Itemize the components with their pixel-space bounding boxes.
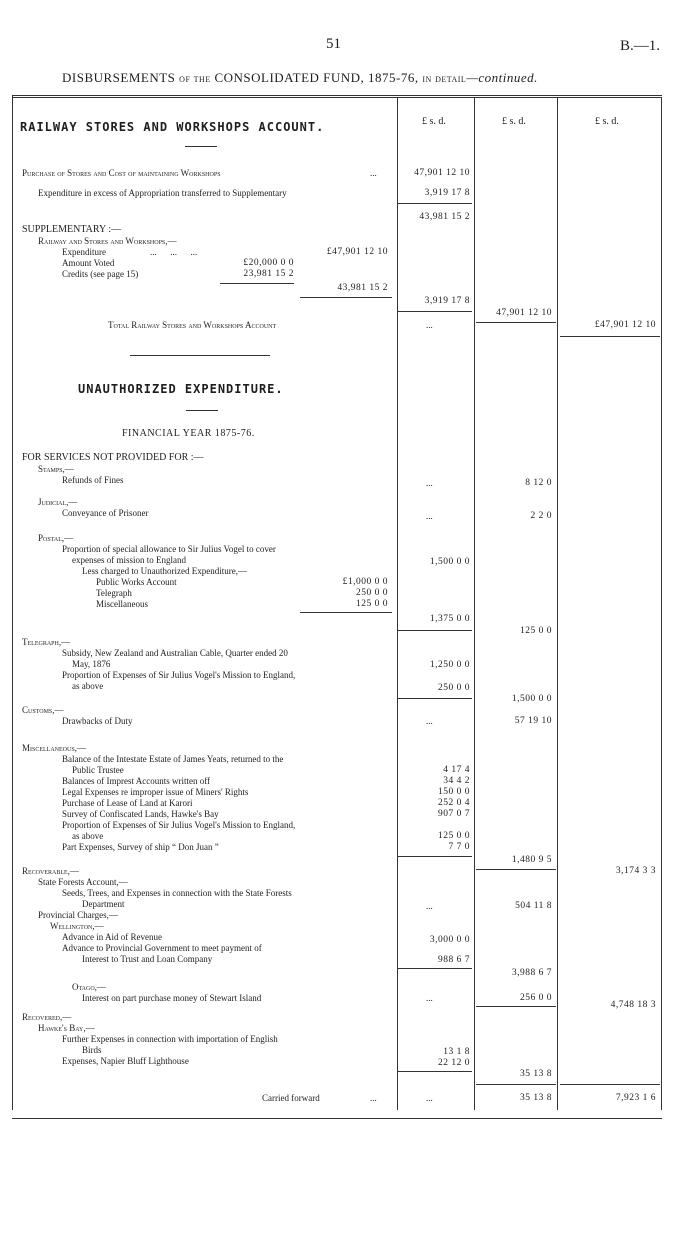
rule bbox=[398, 856, 472, 857]
excess-amount: 3,919 17 8 bbox=[424, 188, 470, 198]
napier-amount: 22 12 0 bbox=[438, 1058, 470, 1068]
customs-label: Customs,— bbox=[22, 705, 64, 715]
section-divider bbox=[130, 355, 270, 356]
proportion-amount: 250 0 0 bbox=[438, 683, 470, 693]
col3-first: 3,174 3 3 bbox=[615, 866, 656, 876]
proportion-line1: Proportion of Expenses of Sir Julius Vogel's Mission to England, bbox=[62, 670, 296, 680]
karori-amount: 252 0 4 bbox=[438, 798, 470, 808]
proportion-line2: as above bbox=[72, 681, 104, 691]
fines-amount: 8 12 0 bbox=[525, 478, 552, 488]
page-number: 51 bbox=[326, 36, 341, 52]
prisoner-amount: 2 2 0 bbox=[530, 511, 552, 521]
postal-col2: 125 0 0 bbox=[520, 626, 552, 636]
wellington-col2: 3,988 6 7 bbox=[511, 968, 552, 978]
stewart-label: Interest on part purchase money of Stewart Island bbox=[82, 993, 262, 1003]
hawkes-label: Hawke's Bay,— bbox=[38, 1023, 95, 1033]
stewart-amount: 256 0 0 bbox=[520, 993, 552, 1003]
table-top-rule bbox=[12, 95, 662, 96]
carried-col2: 35 13 8 bbox=[520, 1093, 552, 1103]
donjuan-amount: 7 7 0 bbox=[448, 842, 470, 852]
rule bbox=[398, 311, 472, 312]
leader-dots: ... ... ... bbox=[150, 247, 198, 257]
provincial-label: Provincial Charges,— bbox=[38, 910, 118, 920]
right-rule bbox=[661, 97, 662, 1110]
less-label: Less charged to Unauthorized Expenditure,— bbox=[82, 566, 248, 576]
postal-line2: expenses of mission to England bbox=[72, 555, 186, 565]
railway-total-amount: £47,901 12 10 bbox=[594, 320, 656, 330]
postal-label: Postal,— bbox=[38, 533, 74, 543]
prisoner-label: Conveyance of Prisoner bbox=[62, 508, 149, 518]
carried-forward-label: Carried forward bbox=[262, 1093, 320, 1103]
rule bbox=[560, 1084, 660, 1085]
birds-line1: Further Expenses in connection with importation of English bbox=[62, 1034, 278, 1044]
advance1-amount: 3,000 0 0 bbox=[429, 935, 470, 945]
rule bbox=[300, 612, 392, 613]
page-title: DISBURSEMENTS of the CONSOLIDATED FUND, 1875-76, in detail—continued. bbox=[62, 70, 538, 85]
donjuan-label: Part Expenses, Survey of ship “ Don Juan ” bbox=[62, 842, 219, 852]
drawbacks-label: Drawbacks of Duty bbox=[62, 716, 133, 726]
rule bbox=[476, 322, 556, 323]
stamps-label: Stamps,— bbox=[38, 464, 74, 474]
railway-total-label: Total Railway Stores and Workshops Account bbox=[108, 320, 277, 330]
imprest-label: Balances of Imprest Accounts written off bbox=[62, 776, 211, 786]
col3-rule bbox=[557, 97, 558, 1110]
misc-col2: 1,480 9 5 bbox=[511, 855, 552, 865]
legal-label: Legal Expenses re improper issue of Miners' Rights bbox=[62, 787, 249, 797]
imprest-amount: 34 4 2 bbox=[443, 776, 470, 786]
left-rule bbox=[12, 95, 13, 1110]
credits-label: Credits (see page 15) bbox=[62, 269, 139, 279]
napier-label: Expenses, Napier Bluff Lighthouse bbox=[62, 1056, 189, 1066]
subsidy-amount: 1,250 0 0 bbox=[429, 660, 470, 670]
leader-dots: ... bbox=[426, 716, 433, 726]
voted-amount: £20,000 0 0 bbox=[243, 258, 294, 268]
voted-label: Amount Voted bbox=[62, 258, 115, 268]
karori-label: Purchase of Lease of Land at Karori bbox=[62, 798, 193, 808]
yeats-line2: Public Trustee bbox=[72, 765, 124, 775]
misc-label: Miscellaneous bbox=[96, 599, 148, 609]
leader-dots: ... bbox=[370, 1093, 377, 1103]
leader-dots: ... bbox=[426, 511, 433, 521]
postal-amount: 1,500 0 0 bbox=[429, 557, 470, 567]
birds-amount: 13 1 8 bbox=[443, 1047, 470, 1057]
leader-dots: ... bbox=[426, 478, 433, 488]
rule bbox=[300, 297, 392, 298]
tel-amount: 250 0 0 bbox=[356, 588, 388, 598]
miscellaneous-label: Miscellaneous,— bbox=[22, 743, 86, 753]
leader-dots: ... bbox=[426, 901, 433, 911]
legal-amount: 150 0 0 bbox=[438, 787, 470, 797]
heading-rule bbox=[186, 410, 218, 411]
heading-rule bbox=[185, 146, 217, 147]
col3-second: 4,748 18 3 bbox=[610, 1000, 656, 1010]
rule bbox=[476, 1084, 556, 1085]
drawbacks-amount: 57 19 10 bbox=[514, 716, 552, 726]
rule bbox=[476, 869, 556, 870]
leader-dots: ... bbox=[426, 320, 433, 330]
rule bbox=[398, 968, 472, 969]
fines-label: Refunds of Fines bbox=[62, 475, 124, 485]
rule bbox=[398, 203, 472, 204]
advance2-line1: Advance to Provincial Government to meet payment of bbox=[62, 943, 262, 953]
col2-total: 47,901 12 10 bbox=[496, 308, 552, 318]
credits-amount: 23,981 15 2 bbox=[243, 269, 294, 279]
rule bbox=[398, 698, 472, 699]
expenditure-label: Expenditure bbox=[62, 247, 106, 257]
rule bbox=[476, 1006, 556, 1007]
col2-rule bbox=[474, 97, 475, 1110]
seeds-line2: Department bbox=[82, 899, 125, 909]
recoverable-label: Recoverable,— bbox=[22, 866, 79, 876]
advance2-amount: 988 6 7 bbox=[438, 955, 470, 965]
vogel-line1: Proportion of Expenses of Sir Julius Vogel's Mission to England, bbox=[62, 820, 296, 830]
otago-label: Otago,— bbox=[72, 982, 106, 992]
net-amount: 43,981 15 2 bbox=[419, 212, 470, 222]
unauth-heading: UNAUTHORIZED EXPENDITURE. bbox=[78, 382, 284, 396]
forests-label: State Forests Account,— bbox=[38, 877, 128, 887]
advance1-label: Advance in Aid of Revenue bbox=[62, 932, 162, 942]
expenditure-amount: £47,901 12 10 bbox=[326, 247, 388, 257]
purchase-label: Purchase of Stores and Cost of maintaining Workshops bbox=[22, 168, 221, 178]
railway-heading: RAILWAY STORES AND WORKSHOPS ACCOUNT. bbox=[20, 120, 325, 134]
survey-label: Survey of Confiscated Lands, Hawke's Bay bbox=[62, 809, 219, 819]
leader-dots: ... bbox=[426, 993, 433, 1003]
advance2-line2: Interest to Trust and Loan Company bbox=[82, 954, 213, 964]
leader-dots: ... bbox=[370, 168, 377, 178]
misc-amount: 125 0 0 bbox=[356, 599, 388, 609]
seeds-line1: Seeds, Trees, and Expenses in connection with the State Forests bbox=[62, 888, 292, 898]
rsw-label: Railway and Stores and Workshops,— bbox=[38, 236, 177, 246]
col3-header: £ s. d. bbox=[595, 116, 619, 127]
excess-label: Expenditure in excess of Appropriation transferred to Supplementary bbox=[38, 188, 287, 198]
vogel-amount: 125 0 0 bbox=[438, 831, 470, 841]
vogel-line2: as above bbox=[72, 831, 104, 841]
seeds-amount: 504 11 8 bbox=[515, 901, 552, 911]
recovered-col2: 35 13 8 bbox=[520, 1069, 552, 1079]
purchase-amount: 47,901 12 10 bbox=[414, 168, 470, 178]
col2-header: £ s. d. bbox=[502, 116, 526, 127]
tel-label: Telegraph bbox=[96, 588, 132, 598]
wellington-label: Wellington,— bbox=[50, 921, 104, 931]
excess-total: 3,919 17 8 bbox=[424, 296, 470, 306]
financial-year: FINANCIAL YEAR 1875-76. bbox=[122, 428, 255, 439]
pwa-label: Public Works Account bbox=[96, 577, 177, 587]
pwa-amount: £1,000 0 0 bbox=[342, 577, 388, 587]
for-services-label: FOR SERVICES NOT PROVIDED FOR :— bbox=[22, 452, 204, 463]
yeats-line1: Balance of the Intestate Estate of James Yeats, returned to the bbox=[62, 754, 284, 764]
telegraph-label: Telegraph,— bbox=[22, 637, 71, 647]
leader-dots: ... bbox=[426, 1093, 433, 1103]
supplementary-label: SUPPLEMENTARY :— bbox=[22, 224, 122, 235]
postal-line1: Proportion of special allowance to Sir Julius Vogel to cover bbox=[62, 544, 276, 554]
subsidy-line1: Subsidy, New Zealand and Australian Cable, Quarter ended 20 bbox=[62, 648, 288, 658]
rule bbox=[398, 630, 472, 631]
page-code: B.—1. bbox=[620, 38, 661, 54]
table-bottom-rule bbox=[12, 1118, 662, 1119]
col1-header: £ s. d. bbox=[422, 116, 446, 127]
judicial-label: Judicial,— bbox=[38, 497, 78, 507]
recovered-label: Recovered,— bbox=[22, 1012, 72, 1022]
sub-total: 43,981 15 2 bbox=[337, 283, 388, 293]
survey-amount: 907 0 7 bbox=[438, 809, 470, 819]
telegraph-col2: 1,500 0 0 bbox=[511, 694, 552, 704]
subsidy-line2: May, 1876 bbox=[72, 659, 111, 669]
postal-net: 1,375 0 0 bbox=[429, 614, 470, 624]
table-top-rule-2 bbox=[12, 97, 662, 98]
rule bbox=[560, 336, 660, 337]
carried-col3: 7,923 1 6 bbox=[615, 1093, 656, 1103]
birds-line2: Birds bbox=[82, 1045, 102, 1055]
rule bbox=[220, 283, 294, 284]
rule bbox=[398, 1071, 472, 1072]
yeats-amount: 4 17 4 bbox=[443, 765, 470, 775]
